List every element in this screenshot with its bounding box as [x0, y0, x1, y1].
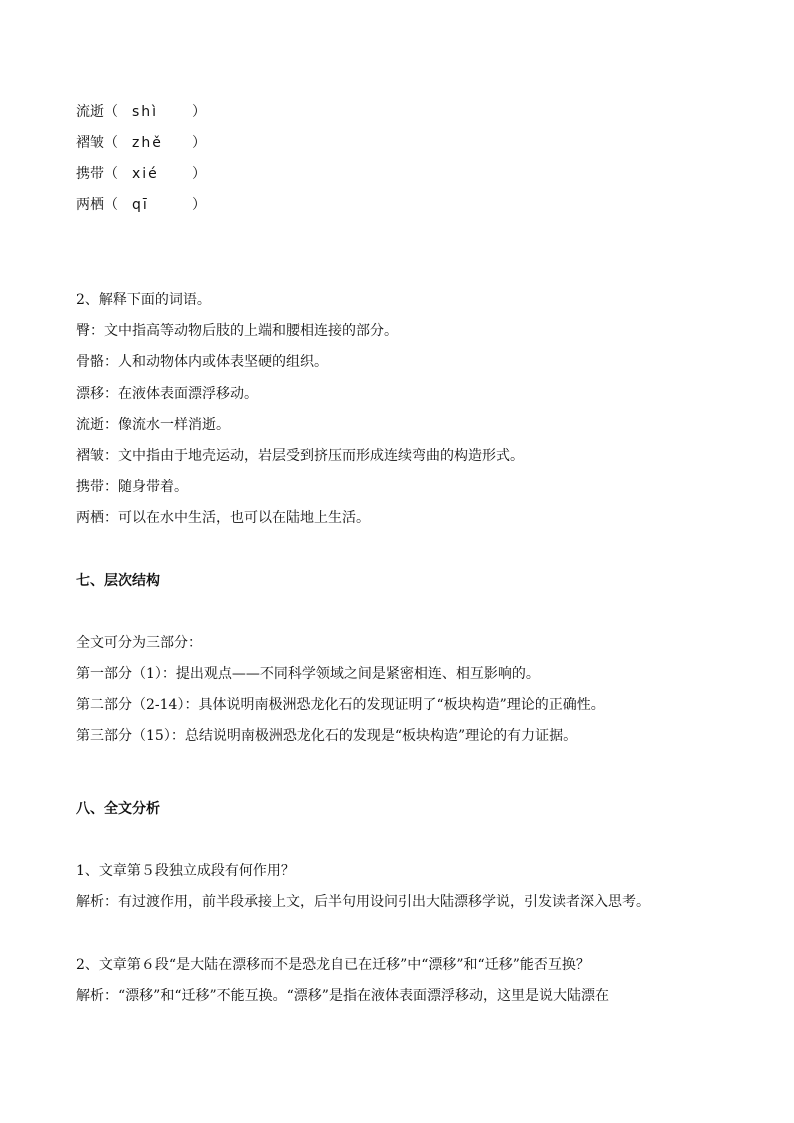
section-heading-analysis: 八、全文分析: [76, 801, 160, 817]
close-paren: ）: [192, 166, 206, 182]
pinyin-answer: shì: [132, 104, 159, 120]
explain-item: 携带：随身带着。: [76, 479, 188, 495]
section-heading-structure: 七、层次结构: [76, 573, 160, 589]
explain-item: 两栖：可以在水中生活，也可以在陆地上生活。: [76, 510, 370, 526]
explain-item: 臀：文中指高等动物后肢的上端和腰相连接的部分。: [76, 323, 398, 339]
explain-title: 2、解释下面的词语。: [76, 292, 211, 308]
pinyin-answer: qī: [132, 197, 149, 213]
close-paren: ）: [192, 197, 206, 213]
structure-part: 第三部分（15）：总结说明南极洲恐龙化石的发现是“板块构造”理论的有力证据。: [76, 728, 578, 744]
pinyin-item: [76, 102, 206, 122]
pinyin-term: 流逝: [76, 104, 104, 120]
open-paren: （: [104, 166, 118, 182]
pinyin-item: [76, 133, 206, 153]
pinyin-term: 褶皱: [76, 135, 104, 151]
explain-item: 褶皱：文中指由于地壳运动，岩层受到挤压而形成连续弯曲的构造形式。: [76, 448, 524, 464]
analysis-answer: 解析：“漂移”和“迁移”不能互换。“漂移”是指在液体表面漂浮移动，这里是说大陆漂在: [76, 988, 609, 1004]
pinyin-term: 两栖: [76, 197, 104, 213]
explain-item: 骨骼：人和动物体内或体表坚硬的组织。: [76, 354, 328, 370]
pinyin-answer: zhě: [132, 135, 163, 151]
pinyin-term: 携带: [76, 166, 104, 182]
structure-intro: 全文可分为三部分：: [76, 635, 202, 651]
open-paren: （: [104, 197, 118, 213]
pinyin-answer: xié: [132, 166, 159, 182]
pinyin-item: [76, 164, 206, 184]
analysis-question: 2、文章第６段“是大陆在漂移而不是恐龙自已在迁移”中“漂移”和“迁移”能否互换？: [76, 957, 590, 973]
explain-item: 漂移：在液体表面漂浮移动。: [76, 386, 258, 402]
open-paren: （: [104, 135, 118, 151]
pinyin-item: [76, 195, 206, 215]
structure-part: 第一部分（1）：提出观点——不同科学领域之间是紧密相连、相互影响的。: [76, 666, 540, 682]
structure-part: 第二部分（2-14）：具体说明南极洲恐龙化石的发现证明了“板块构造”理论的正确性。: [76, 697, 605, 713]
explain-item: 流逝：像流水一样消逝。: [76, 417, 230, 433]
analysis-answer: 解析：有过渡作用，前半段承接上文，后半句用设问引出大陆漂移学说，引发读者深入思考。: [76, 894, 650, 910]
close-paren: ）: [192, 104, 206, 120]
open-paren: （: [104, 104, 118, 120]
close-paren: ）: [192, 135, 206, 151]
analysis-question: 1、文章第５段独立成段有何作用？: [76, 863, 295, 879]
